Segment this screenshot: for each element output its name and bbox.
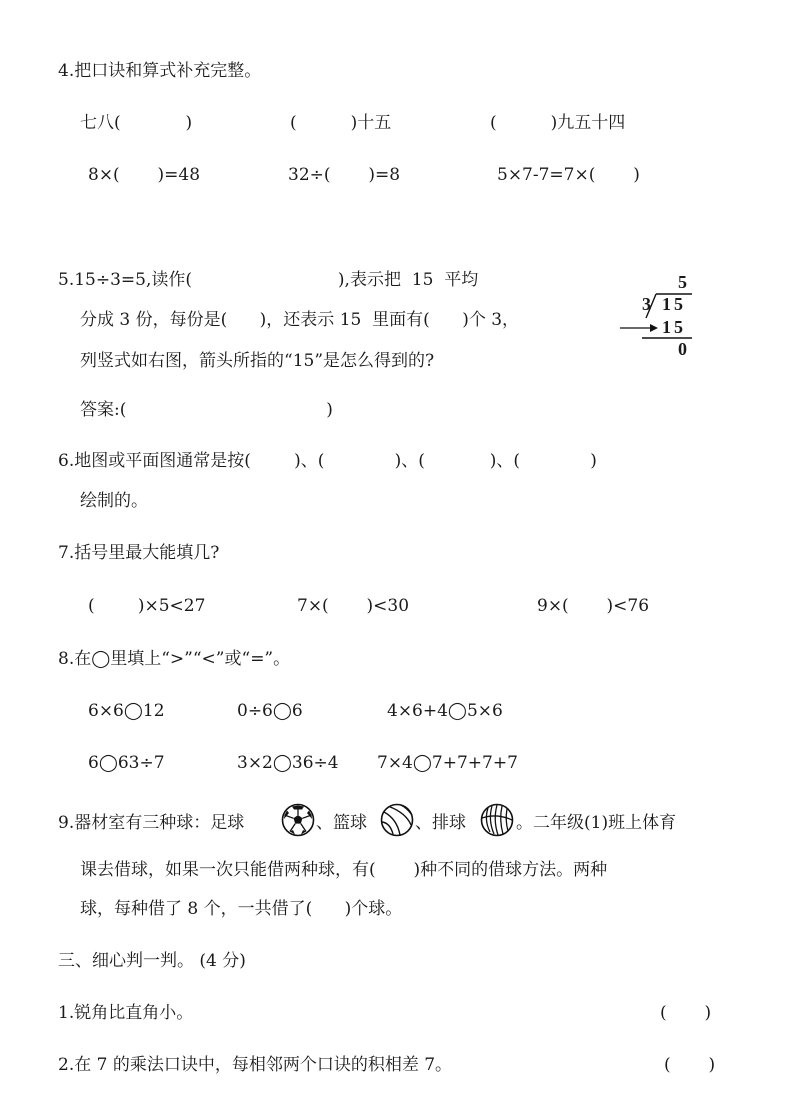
judge-bracket-2[interactable]: ( ): [664, 1055, 716, 1075]
long-division-diagram: [612, 268, 702, 364]
q9-text-4: 。二年级(1)班上体育: [516, 813, 677, 833]
q8-item-4[interactable]: 6◯63÷7: [88, 753, 165, 773]
q4-blank-5[interactable]: 32÷( )=8: [288, 165, 401, 185]
q7-item-2[interactable]: 7×( )<30: [297, 596, 410, 616]
division-dividend: 15: [662, 294, 686, 314]
q8-item-1[interactable]: 6×6◯12: [88, 701, 165, 721]
q8-item-3[interactable]: 4×6+4◯5×6: [387, 701, 503, 721]
q9-line-3[interactable]: 球，每种借了 8 个，一共借了( )个球。: [80, 899, 403, 919]
q8-item-2[interactable]: 0÷6◯6: [237, 701, 303, 721]
q4-title: 4.把口诀和算式补充完整。: [58, 61, 262, 81]
q6-line-1[interactable]: 6.地图或平面图通常是按( )、( )、( )、( ): [58, 451, 597, 471]
q5-answer-blank[interactable]: 答案:( ): [80, 400, 333, 420]
division-product: 15: [662, 317, 686, 337]
q5-line-3: 列竖式如右图，箭头所指的“15”是怎么得到的?: [80, 351, 435, 371]
q4-blank-6[interactable]: 5×7-7=7×( ): [497, 165, 640, 185]
q4-blank-4[interactable]: 8×( )=48: [88, 165, 201, 185]
q5-line-2: 分成 3 份，每份是( )，还表示 15 里面有( )个 3，: [80, 310, 520, 330]
judge-item-2: 2.在 7 的乘法口诀中，每相邻两个口诀的积相差 7。: [58, 1055, 453, 1075]
q9-text-3: 、排球: [415, 813, 466, 833]
judge-item-1: 1.锐角比直角小。: [58, 1003, 194, 1023]
q8-item-6[interactable]: 7×4◯7+7+7+7: [377, 753, 518, 773]
q7-item-3[interactable]: 9×( )<76: [537, 596, 650, 616]
q9-line-2[interactable]: 课去借球，如果一次只能借两种球，有( )种不同的借球方法。两种: [80, 860, 608, 880]
division-divisor: 3: [642, 294, 654, 314]
q6-line-2: 绘制的。: [80, 491, 148, 511]
q9-text-1: 9.器材室有三种球：足球: [58, 813, 245, 833]
division-quotient: 5: [678, 272, 690, 292]
q4-blank-3[interactable]: ( )九五十四: [490, 113, 626, 133]
division-remainder: 0: [678, 339, 690, 359]
q5-line-1: 5.15÷3=5,读作( ),表示把 15 平均: [58, 270, 479, 290]
q4-blank-2[interactable]: ( )十五: [290, 113, 392, 133]
q7-title: 7.括号里最大能填几?: [58, 543, 220, 563]
section-3-title: 三、细心判一判。 (4 分): [58, 951, 246, 971]
q8-item-5[interactable]: 3×2◯36÷4: [237, 753, 339, 773]
q8-title: 8.在◯里填上“>”“<”或“=”。: [58, 649, 291, 669]
q9-text-2: 、篮球: [316, 813, 367, 833]
volleyball-icon: [480, 803, 514, 841]
q7-item-1[interactable]: ( )×5<27: [88, 596, 206, 616]
basketball-icon: [380, 803, 414, 841]
soccer-ball-icon: [281, 803, 315, 841]
judge-bracket-1[interactable]: ( ): [660, 1003, 712, 1023]
q4-blank-1[interactable]: 七八( ): [80, 113, 193, 133]
